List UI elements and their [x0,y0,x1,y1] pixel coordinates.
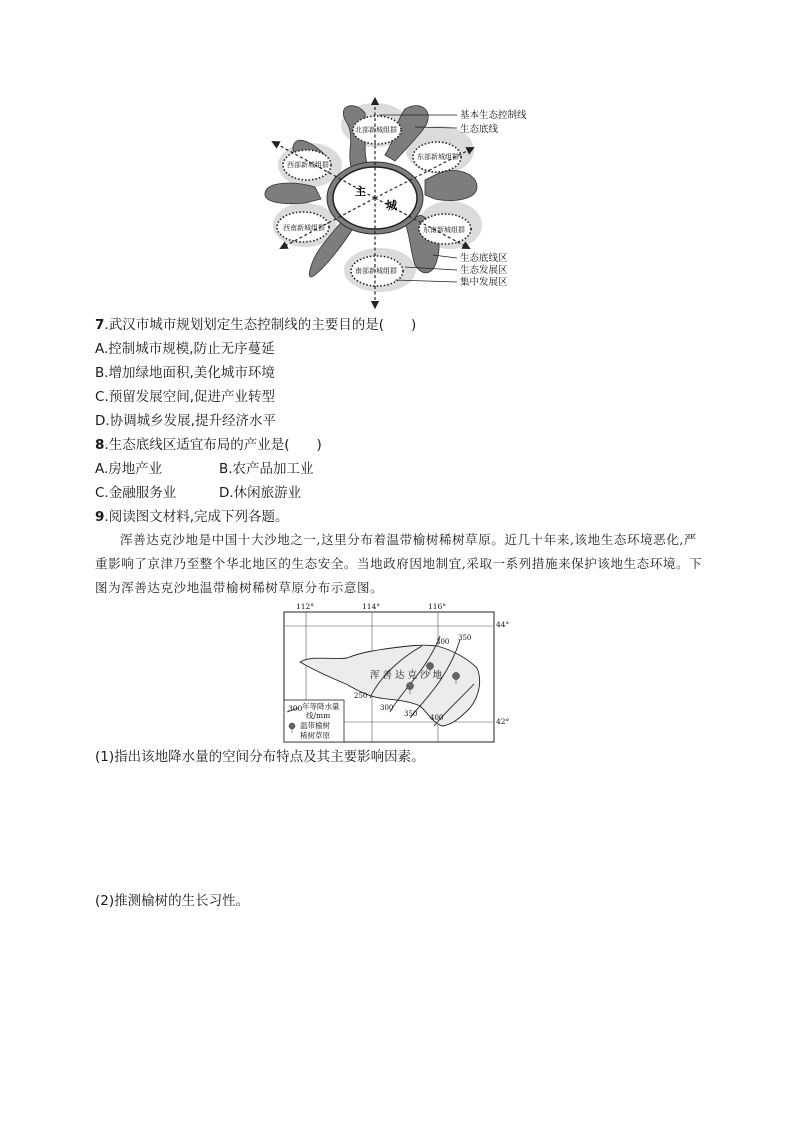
center-label-1: 主 [355,185,366,198]
isohyet-label-300a: 300 [380,704,394,712]
isohyet-label-400: 400 [430,714,444,722]
legend-line-text-1: 年等降水量 [302,702,340,711]
legend-line-value: 300 [288,704,303,713]
q9-number: 9 [95,509,105,525]
cluster-label-southwest: 西南新城组群 [283,224,325,232]
lon-label-116: 116° [428,602,447,611]
legend-basic-line: 基本生态控制线 [460,110,527,121]
center-label-2: 城 [386,199,397,212]
isohyet-label-300b: 300 [436,638,450,646]
isohyet-label-350a: 350 [404,710,418,718]
q9-material: 浑善达克沙地是中国十大沙地之一,这里分布着温带榆树稀树草原。近几十年来,该地生态环境恶化,严重影响了京津乃至整个华北地区的生态安全。当地政府因地制宜,采取一系列措施来保护该地生态环境。下图为浑善达克沙地温带榆树稀树草原分布示意图。 [95,532,703,595]
lon-label-112: 112° [296,602,315,611]
legend-line-text-2: 线/mm [306,711,331,720]
legend-develop-area: 生态发展区 [460,265,508,276]
q8-option-d[interactable]: D.休闲旅游业 [219,485,302,501]
lon-label-114: 114° [362,602,381,611]
cluster-label-west: 西部新城组群 [287,161,329,169]
legend-bottom-line: 生态底线 [460,124,499,135]
legend-bottom-area: 生态底线区 [460,253,508,264]
lat-label-42: 42° [496,717,510,726]
cluster-label-east: 东部新城组群 [417,153,459,161]
q7-option-c[interactable]: C.预留发展空间,促进产业转型 [95,389,276,405]
q7-number: 7 [95,317,105,333]
q9-stem: 9.阅读图文材料,完成下列各题。 [95,509,289,525]
q7-option-b[interactable]: B.增加绿地面积,美化城市环境 [95,365,275,381]
q8-number: 8 [95,437,105,453]
cluster-label-south: 南部新城组群 [355,267,397,275]
q8-option-c[interactable]: C.金融服务业 [95,485,177,501]
region-name: 浑 善 达 克 沙 地 [370,670,443,681]
ecological-control-diagram [255,95,555,310]
q9-sub-2: (2)推测榆树的生长习性。 [95,893,250,909]
legend-tree-text-2: 稀树草原 [300,731,330,740]
legend-tree-text-1: 温带榆树 [300,721,330,730]
lat-label-44: 44° [496,620,510,629]
q7-option-d[interactable]: D.协调城乡发展,提升经济水平 [95,413,276,429]
isohyet-label-250: 250 [354,692,368,700]
q8-stem: 8.生态底线区适宜布局的产业是( ) [95,437,322,453]
cluster-label-north: 北部新城组群 [355,126,397,134]
q8-option-b[interactable]: B.农产品加工业 [219,461,314,477]
q7-stem: 7.武汉市城市规划划定生态控制线的主要目的是( ) [95,317,417,333]
sandy-land-map [282,600,512,745]
q8-option-a[interactable]: A.房地产业 [95,461,163,477]
q9-sub-1: (1)指出该地降水量的空间分布特点及其主要影响因素。 [95,749,425,765]
isohyet-label-350b: 350 [458,634,472,642]
q7-option-a[interactable]: A.控制城市规模,防止无序蔓延 [95,341,275,357]
legend-concentrated-area: 集中发展区 [460,277,508,288]
cluster-label-southeast: 东南新城组群 [423,226,465,234]
